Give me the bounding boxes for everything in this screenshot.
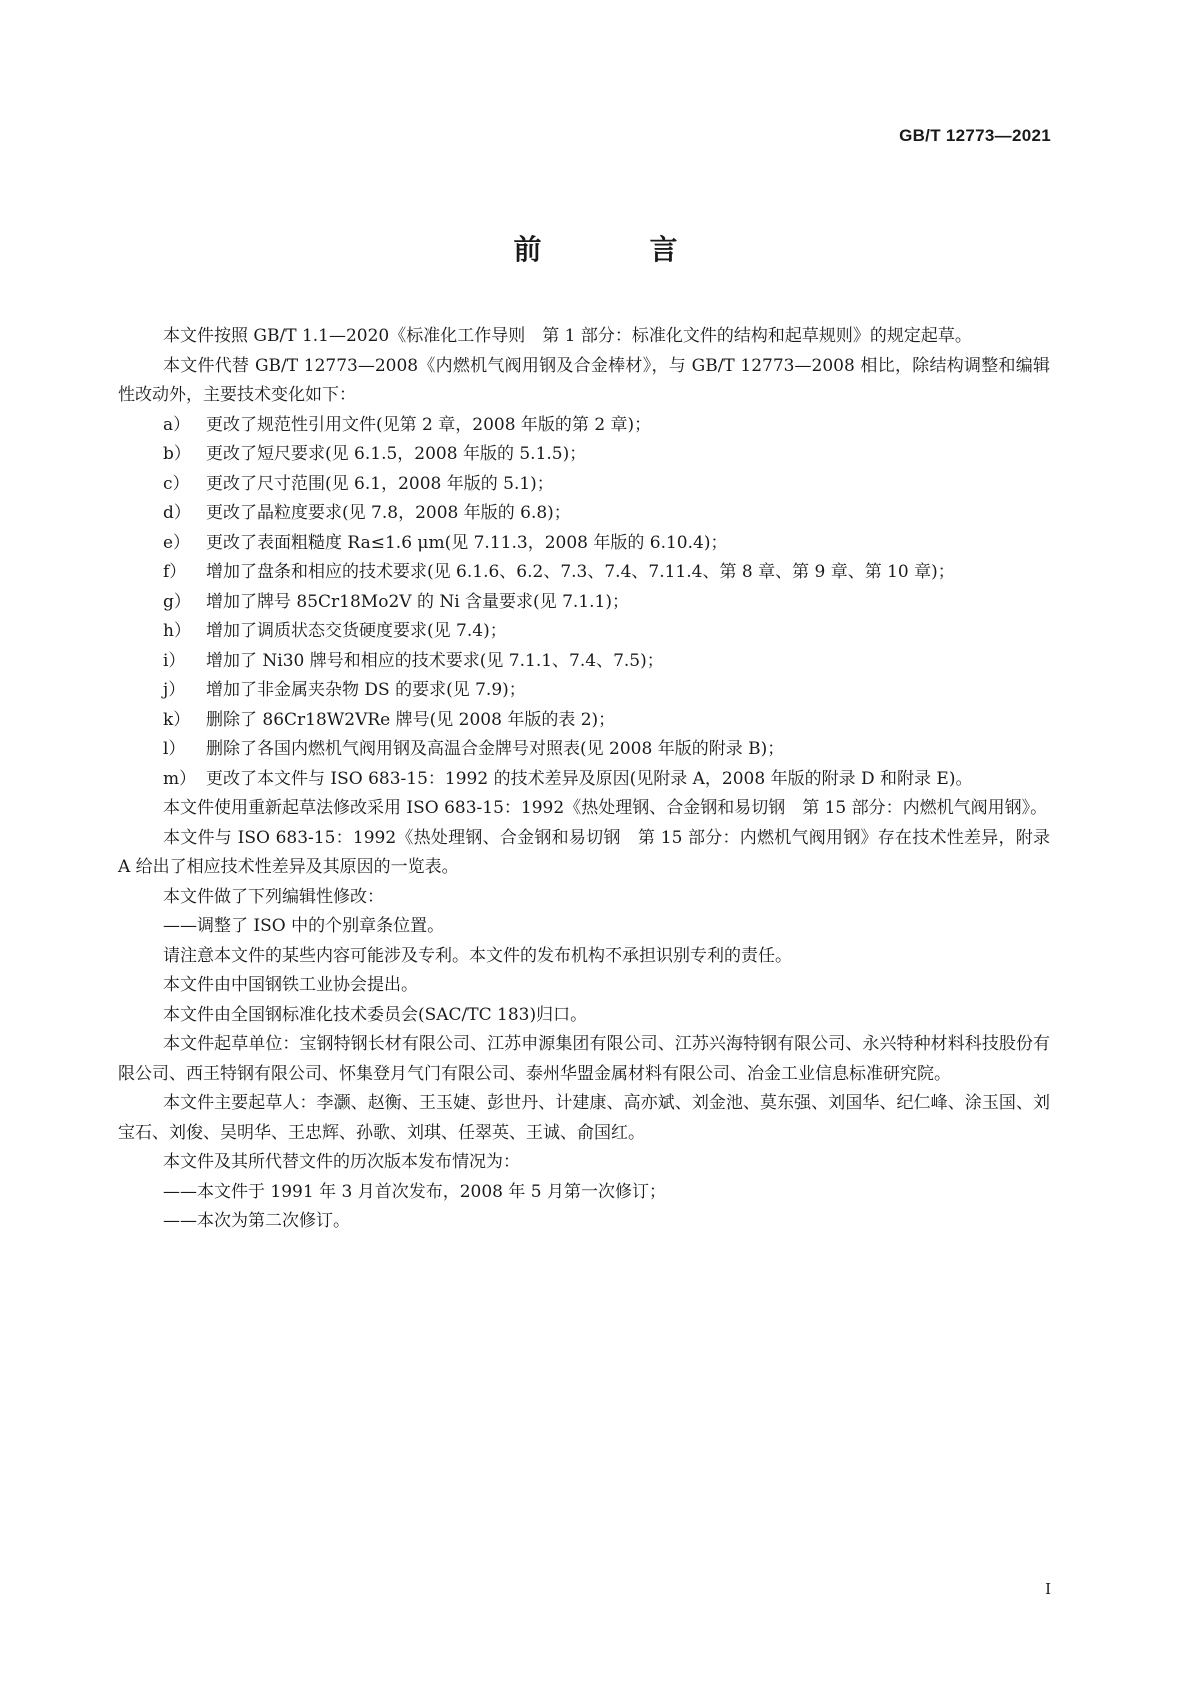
dash-item: ——调整了 ISO 中的个别章条位置。 [163,916,445,936]
standard-code: GB/T 12773—2021 [899,126,1051,145]
list-item [118,647,1050,677]
paragraph: 本文件由中国钢铁工业协会提出。 [163,975,418,995]
list-marker: f） [163,562,187,582]
list-marker: m） [163,768,197,789]
list-item-text: 更改了尺寸范围(见 6.1，2008 年版的 5.1)； [206,473,554,494]
paragraph: 本文件按照 GB/T 1.1—2020《标准化工作导则 第 1 部分：标准化文件的结构和起草规则》的规定起草。 [163,326,972,346]
foreword-body [118,322,1050,1237]
list-item [118,735,1050,765]
paragraph: 本文件由全国钢标准化技术委员会(SAC/TC 183)归口。 [163,1004,588,1025]
list-item-text: 增加了盘条和相应的技术要求(见 6.1.6、6.2、7.3、7.4、7.11.4、第 8 章、第 9 章、第 10 章)； [206,562,955,582]
list-marker: c） [163,473,190,494]
list-item-text: 删除了各国内燃机气阀用钢及高温合金牌号对照表(见 2008 年版的附录 B)； [206,739,785,759]
dash-item: ——本次为第二次修订。 [163,1211,350,1231]
paragraph: 本文件代替 GB/T 12773—2008《内燃机气阀用钢及合金棒材》，与 GB/T 12773—2008 相比，除结构调整和编辑性改动外，主要技术变化如下： [118,355,1050,405]
list-marker: j） [163,680,186,700]
list-item [118,765,1050,795]
list-marker: a） [163,414,191,435]
paragraph: 本文件起草单位：宝钢特钢长材有限公司、江苏申源集团有限公司、江苏兴海特钢有限公司、永兴特种材料科技股份有限公司、西王特钢有限公司、怀集登月气门有限公司、泰州华盟金属材料有限公司、冶金工业信息标准研究院。 [118,1034,1050,1084]
list-item [118,411,1050,441]
list-item [118,706,1050,736]
list-item-text: 增加了牌号 85Cr18Mo2V 的 Ni 含量要求(见 7.1.1)； [206,591,629,612]
list-item [118,676,1050,706]
list-item [118,499,1050,529]
list-marker: l） [163,739,186,759]
list-item [118,470,1050,500]
list-item-text: 更改了规范性引用文件(见第 2 章，2008 年版的第 2 章)； [206,414,652,435]
list-item [118,588,1050,618]
list-item-text: 更改了本文件与 ISO 683-15：1992 的技术差异及原因(见附录 A，2008 年版的附录 D 和附录 E)。 [206,768,973,789]
list-item-text: 增加了调质状态交货硬度要求(见 7.4)； [206,621,507,641]
list-marker: k） [163,709,191,730]
list-marker: b） [163,444,191,464]
list-item-text: 增加了 Ni30 牌号和相应的技术要求(见 7.1.1、7.4、7.5)； [206,650,664,671]
page-number: I [1045,1580,1051,1598]
list-marker: g） [163,591,191,612]
paragraph: 本文件与 ISO 683-15：1992《热处理钢、合金钢和易切钢 第 15 部分：内燃机气阀用钢》存在技术性差异，附录 A 给出了相应技术性差异及其原因的一览表。 [118,827,1050,877]
page-title: 前 言 [513,233,718,266]
paragraph: 本文件做了下列编辑性修改： [163,886,384,907]
list-marker: e） [163,532,191,553]
list-item [118,558,1050,588]
paragraph: 本文件使用重新起草法修改采用 ISO 683-15：1992《热处理钢、合金钢和易切钢 第 15 部分：内燃机气阀用钢》。 [163,798,1048,818]
list-item [118,529,1050,559]
list-item-text: 更改了表面粗糙度 Ra≤1.6 μm(见 7.11.3，2008 年版的 6.10.4)； [206,532,728,553]
list-item-text: 删除了 86Cr18W2VRe 牌号(见 2008 年版的表 2)； [206,709,616,730]
list-marker: d） [163,503,191,523]
changes-list [118,411,1050,795]
paragraph: 本文件主要起草人：李灏、赵衡、王玉婕、彭世丹、计建康、高亦斌、刘金池、莫东强、刘国华、纪仁峰、涂玉国、刘宝石、刘俊、吴明华、王忠辉、孙歌、刘琪、任翠英、王诚、俞国红。 [118,1093,1050,1143]
list-item-text: 更改了短尺要求(见 6.1.5，2008 年版的 5.1.5)； [206,444,587,464]
paragraph: 请注意本文件的某些内容可能涉及专利。本文件的发布机构不承担识别专利的责任。 [163,945,792,966]
list-item [118,617,1050,647]
list-item-text: 更改了晶粒度要求(见 7.8，2008 年版的 6.8)； [206,503,571,523]
paragraph: 本文件及其所代替文件的历次版本发布情况为： [163,1152,520,1172]
list-item-text: 增加了非金属夹杂物 DS 的要求(见 7.9)； [206,680,526,700]
list-marker: h） [163,621,191,641]
list-item [118,440,1050,470]
dash-item: ——本文件于 1991 年 3 月首次发布，2008 年 5 月第一次修订； [163,1181,666,1202]
list-marker: i） [163,650,186,671]
